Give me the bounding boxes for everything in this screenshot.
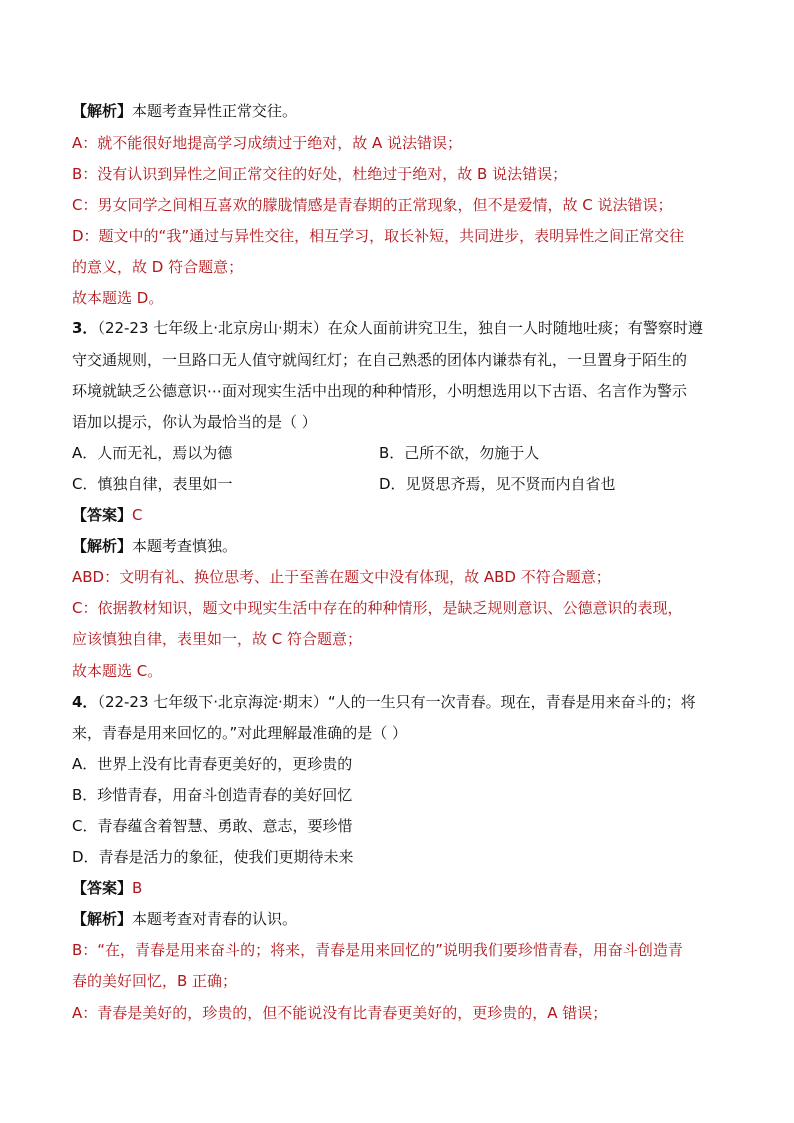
q4-option-b: B．珍惜青春，用奋斗创造青春的美好回忆: [72, 786, 353, 804]
q4-option-c: C．青春蕴含着智慧、勇敢、意志，要珍惜: [72, 817, 353, 835]
q3-stem-line2: 守交通规则，一旦路口无人值守就闯红灯；在自己熟悉的团体内谦恭有礼，一旦置身于陌生的: [72, 351, 688, 369]
q4-stem-text: （22-23 七年级下·北京海淀·期末）“人的一生只有一次青春。现在，青春是用来奋斗的；将: [97, 693, 696, 711]
q3-stem-text: （22-23 七年级上·北京房山·期末）在众人面前讲究卫生，独自一人时随地吐痰；有警察时遵: [97, 319, 703, 337]
q2-option-a-explanation: A：就不能很好地提高学习成绩过于绝对，故 A 说法错误；: [72, 134, 463, 152]
analysis-label: 【解析】: [72, 910, 133, 928]
q3-stem-line1: [72, 318, 703, 338]
q3-option-a: A．人而无礼，焉以为德: [72, 444, 233, 462]
q2-option-d-explanation-line1: D：题文中的“我”通过与异性交往，相互学习，取长补短，共同进步，表明异性之间正常交往: [72, 227, 685, 245]
q4-stem-line2: 来，青春是用来回忆的。”对此理解最准确的是（ ）: [72, 724, 408, 742]
q3-option-c: C．慎独自律，表里如一: [72, 475, 233, 493]
q3-analysis: [72, 536, 237, 556]
q2-analysis: [72, 101, 297, 121]
q3-option-abd-explanation: ABD：文明有礼、换位思考、止于至善在题文中没有体现，故 ABD 不符合题意；: [72, 568, 611, 586]
analysis-label: 【解析】: [72, 102, 133, 120]
q3-option-c-explanation-line2: 应该慎独自律，表里如一，故 C 符合题意；: [72, 630, 363, 648]
q2-option-d-explanation-line2: 的意义，故 D 符合题意；: [72, 258, 244, 276]
analysis-text: 本题考查异性正常交往。: [132, 102, 298, 120]
q2-option-b-explanation: B：没有认识到异性之间正常交往的好处，杜绝过于绝对，故 B 说法错误；: [72, 165, 568, 183]
analysis-label: 【解析】: [72, 537, 133, 555]
q3-option-d: D．见贤思齐焉，见不贤而内自省也: [379, 475, 616, 493]
q4-stem-line1: [72, 692, 696, 712]
analysis-text: 本题考查对青春的认识。: [132, 910, 298, 928]
answer-value: C: [132, 506, 143, 524]
q3-conclusion: 故本题选 C。: [72, 662, 163, 680]
answer-label: 【答案】: [72, 879, 133, 897]
q4-option-b-explanation-line1: B：“在，青春是用来奋斗的；将来，青春是用来回忆的”说明我们要珍惜青春，用奋斗创造青: [72, 941, 683, 959]
q3-answer: [72, 505, 143, 525]
answer-label: 【答案】: [72, 506, 133, 524]
q3-option-b: B．己所不欲，勿施于人: [379, 444, 540, 462]
q4-option-a: A．世界上没有比青春更美好的，更珍贵的: [72, 755, 353, 773]
answer-value: B: [132, 879, 143, 897]
question-number: 4．: [72, 693, 98, 711]
question-number: 3．: [72, 319, 98, 337]
q3-option-c-explanation-line1: C：依据教材知识，题文中现实生活中存在的种种情形，是缺乏规则意识、公德意识的表现，: [72, 599, 683, 617]
q4-answer: [72, 878, 142, 898]
q4-option-d: D．青春是活力的象征，使我们更期待未来: [72, 848, 354, 866]
q4-option-b-explanation-line2: 春的美好回忆，B 正确；: [72, 972, 238, 990]
q2-option-c-explanation: C：男女同学之间相互喜欢的朦胧情感是青春期的正常现象，但不是爱情，故 C 说法错误；: [72, 196, 673, 214]
q3-stem-line3: 环境就缺乏公德意识⋯面对现实生活中出现的种种情形，小明想选用以下古语、名言作为警示: [72, 382, 688, 400]
q4-analysis: [72, 909, 297, 929]
q3-stem-line4: 语加以提示，你认为最恰当的是（ ）: [72, 413, 317, 431]
q2-conclusion: 故本题选 D。: [72, 289, 164, 307]
q4-option-a-explanation: A：青春是美好的，珍贵的，但不能说没有比青春更美好的，更珍贵的，A 错误；: [72, 1004, 608, 1022]
analysis-text: 本题考查慎独。: [132, 537, 238, 555]
